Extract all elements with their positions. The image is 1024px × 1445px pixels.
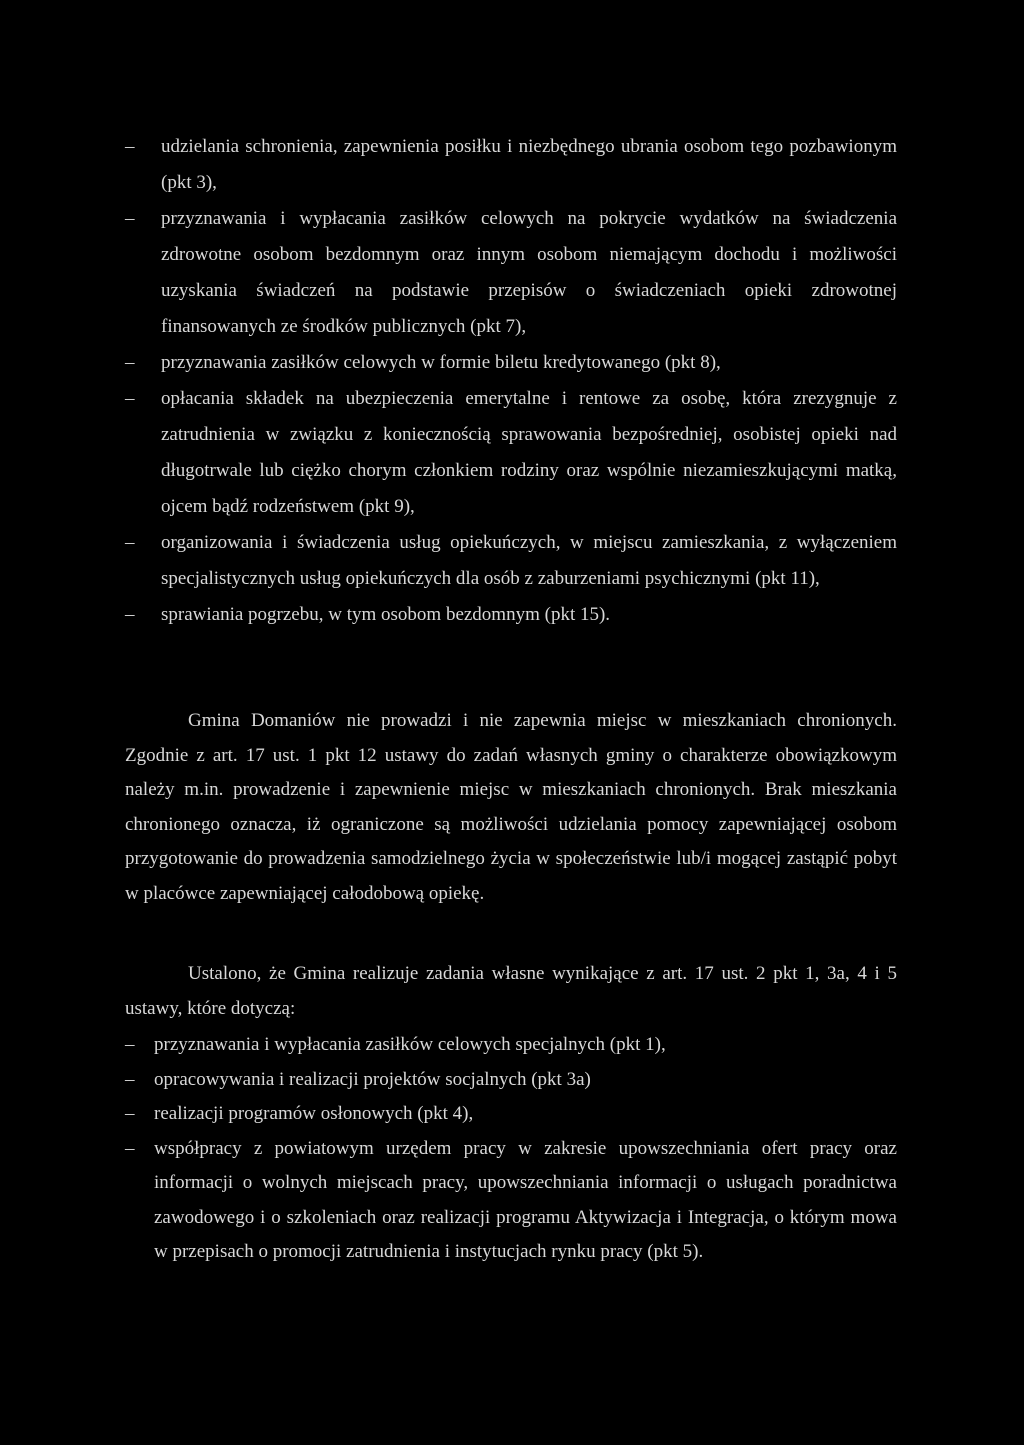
list-item-text: przyznawania i wypłacania zasiłków celowych na pokrycie wydatków na świadczenia zdrowotne osobom bezdomnym oraz innym osobom niemającym dochodu i możliwości uzyskania świadczeń na podstawie przepisów o świadczeniach opieki zdrowotnej finansowanych ze środków publicznych (pkt 7), bbox=[161, 208, 897, 337]
list-item-text: opłacania składek na ubezpieczenia emerytalne i rentowe za osobę, która zrezygnuje z zatrudnienia w związku z koniecznością sprawowania bezpośredniej, osobistej opieki nad długotrwale lub ciężko chorym członkiem rodziny oraz wspólnie niezamieszkującymi matką, ojcem bądź rodzeństwem (pkt 9), bbox=[161, 388, 897, 517]
list-item-text: przyznawania zasiłków celowych w formie biletu kredytowanego (pkt 8), bbox=[161, 352, 721, 373]
list-item bbox=[125, 1132, 897, 1270]
list-item bbox=[125, 345, 897, 381]
list-dash: – bbox=[125, 1068, 135, 1090]
list-item bbox=[125, 381, 897, 525]
list-dash: – bbox=[125, 352, 135, 373]
list-dash: – bbox=[125, 1103, 135, 1124]
list-item-text: udzielania schronienia, zapewnienia posiłku i niezbędnego ubrania osobom tego pozbawionym (pkt 3), bbox=[161, 136, 897, 193]
list-item-text: organizowania i świadczenia usług opiekuńczych, w miejscu zamieszkania, z wyłączeniem specjalistycznych usług opiekuńczych dla osób z zaburzeniami psychicznymi (pkt 11), bbox=[161, 532, 897, 589]
list-item-text: przyznawania i wypłacania zasiłków celowych specjalnych (pkt 1), bbox=[154, 1034, 666, 1055]
list-item-text: sprawiania pogrzebu, w tym osobom bezdomnym (pkt 15). bbox=[161, 604, 611, 625]
list-item bbox=[125, 1063, 897, 1098]
list-item bbox=[125, 525, 897, 597]
own-tasks-list bbox=[125, 1028, 897, 1270]
list-item bbox=[125, 597, 897, 633]
list-dash: – bbox=[125, 1034, 135, 1055]
list-item bbox=[125, 1028, 897, 1063]
list-dash: – bbox=[125, 1137, 135, 1159]
list-item-text: współpracy z powiatowym urzędem pracy w zakresie upowszechniania ofert pracy oraz informacji o wolnych miejscach pracy, upowszechniania informacji o usługach poradnictwa zawodowego i o szkoleniach oraz realizacji programu Aktywizacja i Integracja, o którym mowa w przepisach o promocji zatrudnienia i instytucjach rynku pracy (pkt 5). bbox=[154, 1137, 897, 1262]
list-item bbox=[125, 201, 897, 345]
list-dash: – bbox=[125, 208, 135, 229]
paragraph-sheltered-housing: Gmina Domaniów nie prowadzi i nie zapewnia miejsc w mieszkaniach chronionych. Zgodnie z art. 17 ust. 1 pkt 12 ustawy do zadań własnych gminy o charakterze obowiązkowym należy m.in. prowadzenie i zapewnienie miejsc w mieszkaniach chronionych. Brak mieszkania chronionego oznacza, iż ograniczone są możliwości udzielania pomocy zapewniającej osobom przygotowanie do prowadzenia samodzielnego życia w społeczeństwie lub/i mogącej zastąpić pobyt w placówce zapewniającej całodobową opiekę. bbox=[125, 710, 897, 904]
services-list bbox=[125, 129, 897, 633]
list-item-text: realizacji programów osłonowych (pkt 4), bbox=[154, 1103, 474, 1124]
list-dash: – bbox=[125, 604, 135, 625]
list-dash: – bbox=[125, 136, 135, 157]
paragraph-own-tasks: Ustalono, że Gmina realizuje zadania własne wynikające z art. 17 ust. 2 pkt 1, 3a, 4 i 5 ustawy, które dotyczą: bbox=[125, 963, 897, 1019]
list-item-text: opracowywania i realizacji projektów socjalnych (pkt 3a) bbox=[154, 1068, 591, 1090]
list-dash: – bbox=[125, 388, 135, 409]
list-item bbox=[125, 129, 897, 201]
list-item bbox=[125, 1097, 897, 1132]
list-dash: – bbox=[125, 532, 135, 553]
